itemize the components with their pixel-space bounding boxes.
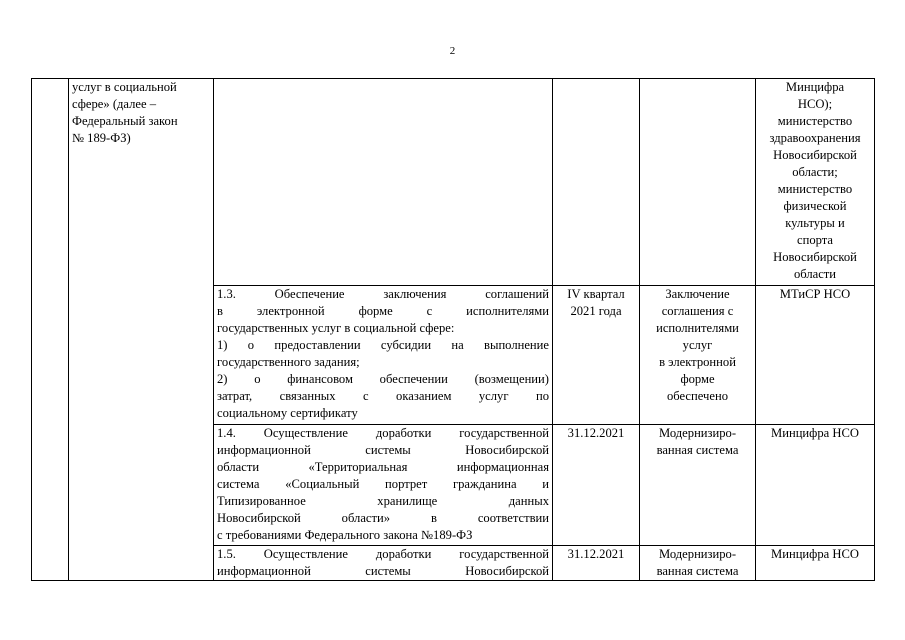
deadline-line: IV квартал (567, 287, 625, 301)
result-cell (640, 286, 756, 425)
responsible-line: спорта (796, 233, 833, 247)
measure-line: 2) о финансовом обеспечении (возмещении) (217, 372, 549, 386)
result-line: соглашения с (661, 304, 734, 318)
task-text-line: сфере» (далее – (72, 97, 157, 111)
responsible-line: физической (783, 199, 847, 213)
measure-line: Новосибирской области» в соответствии (217, 511, 549, 525)
result-cell (640, 79, 756, 286)
deadline-cell (553, 286, 640, 425)
responsible-cell (756, 546, 875, 581)
responsible-line: Новосибирской (773, 148, 857, 162)
deadline-cell (553, 546, 640, 581)
responsible-cell (756, 79, 875, 286)
responsible-cell (756, 286, 875, 425)
measure-line: области «Территориальная информационная (217, 460, 549, 474)
responsible-line: Минцифра НСО (771, 547, 859, 561)
deadline-line: 2021 года (570, 304, 622, 318)
measure-line: система «Социальный портрет гражданина и (217, 477, 549, 491)
deadline-cell (553, 79, 640, 286)
measure-line: государственных услуг в социальной сфере: (217, 321, 455, 335)
responsible-line: министерство (777, 182, 853, 196)
responsible-line: Минцифра (785, 80, 845, 94)
responsible-line: Новосибирской (773, 250, 857, 264)
measure-line: 1.3. Обеспечение заключения соглашений (217, 287, 549, 301)
measure-line: 1.5. Осуществление доработки государственной (217, 547, 549, 561)
result-line: форме (680, 372, 715, 386)
measure-line: 1) о предоставлении субсидии на выполнение (217, 338, 549, 352)
task-text-line: Федеральный закон (72, 114, 178, 128)
responsible-line: НСО); (797, 97, 833, 111)
responsible-line: Минцифра НСО (771, 426, 859, 440)
responsible-line: области; (792, 165, 838, 179)
measure-cell (214, 79, 553, 286)
result-line: в электронной (659, 355, 736, 369)
deadline-cell (553, 425, 640, 546)
measure-line: с требованиями Федерального закона №189-ФЗ (217, 528, 473, 542)
measure-cell (214, 546, 553, 581)
page-number: 2 (449, 45, 456, 57)
responsible-line: МТиСР НСО (779, 287, 851, 301)
task-text-line: № 189-ФЗ) (72, 131, 131, 145)
measure-line: в электронной форме с исполнителями (217, 304, 549, 318)
result-line: Модернизиро- (658, 426, 737, 440)
result-line: Модернизиро- (658, 547, 737, 561)
result-line: Заключение (665, 287, 730, 301)
result-line: ванная система (656, 564, 739, 578)
deadline-line: 31.12.2021 (567, 426, 625, 440)
measure-line: Типизированное хранилище данных (217, 494, 549, 508)
task-cell (69, 79, 214, 581)
responsible-line: культуры и (785, 216, 845, 230)
measure-cell (214, 286, 553, 425)
result-line: обеспечено (666, 389, 728, 403)
measure-line: государственного задания; (217, 355, 360, 369)
table-row (32, 79, 875, 286)
deadline-line: 31.12.2021 (567, 547, 625, 561)
result-line: ванная система (656, 443, 739, 457)
responsible-cell (756, 425, 875, 546)
measure-line: затрат, связанных с оказанием услуг по (217, 389, 549, 403)
result-cell (640, 546, 756, 581)
measure-line: информационной системы Новосибирской (217, 564, 549, 578)
document-table (31, 78, 875, 581)
responsible-line: министерство (777, 114, 853, 128)
result-cell (640, 425, 756, 546)
number-cell (32, 79, 69, 581)
measure-line: 1.4. Осуществление доработки государственной (217, 426, 549, 440)
responsible-line: области (793, 267, 837, 281)
task-text-line: услуг в социальной (72, 80, 177, 94)
measure-line: социальному сертификату (217, 406, 358, 420)
measure-cell (214, 425, 553, 546)
measure-line: информационной системы Новосибирской (217, 443, 549, 457)
result-line: услуг (682, 338, 713, 352)
result-line: исполнителями (656, 321, 739, 335)
responsible-line: здравоохранения (769, 131, 861, 145)
